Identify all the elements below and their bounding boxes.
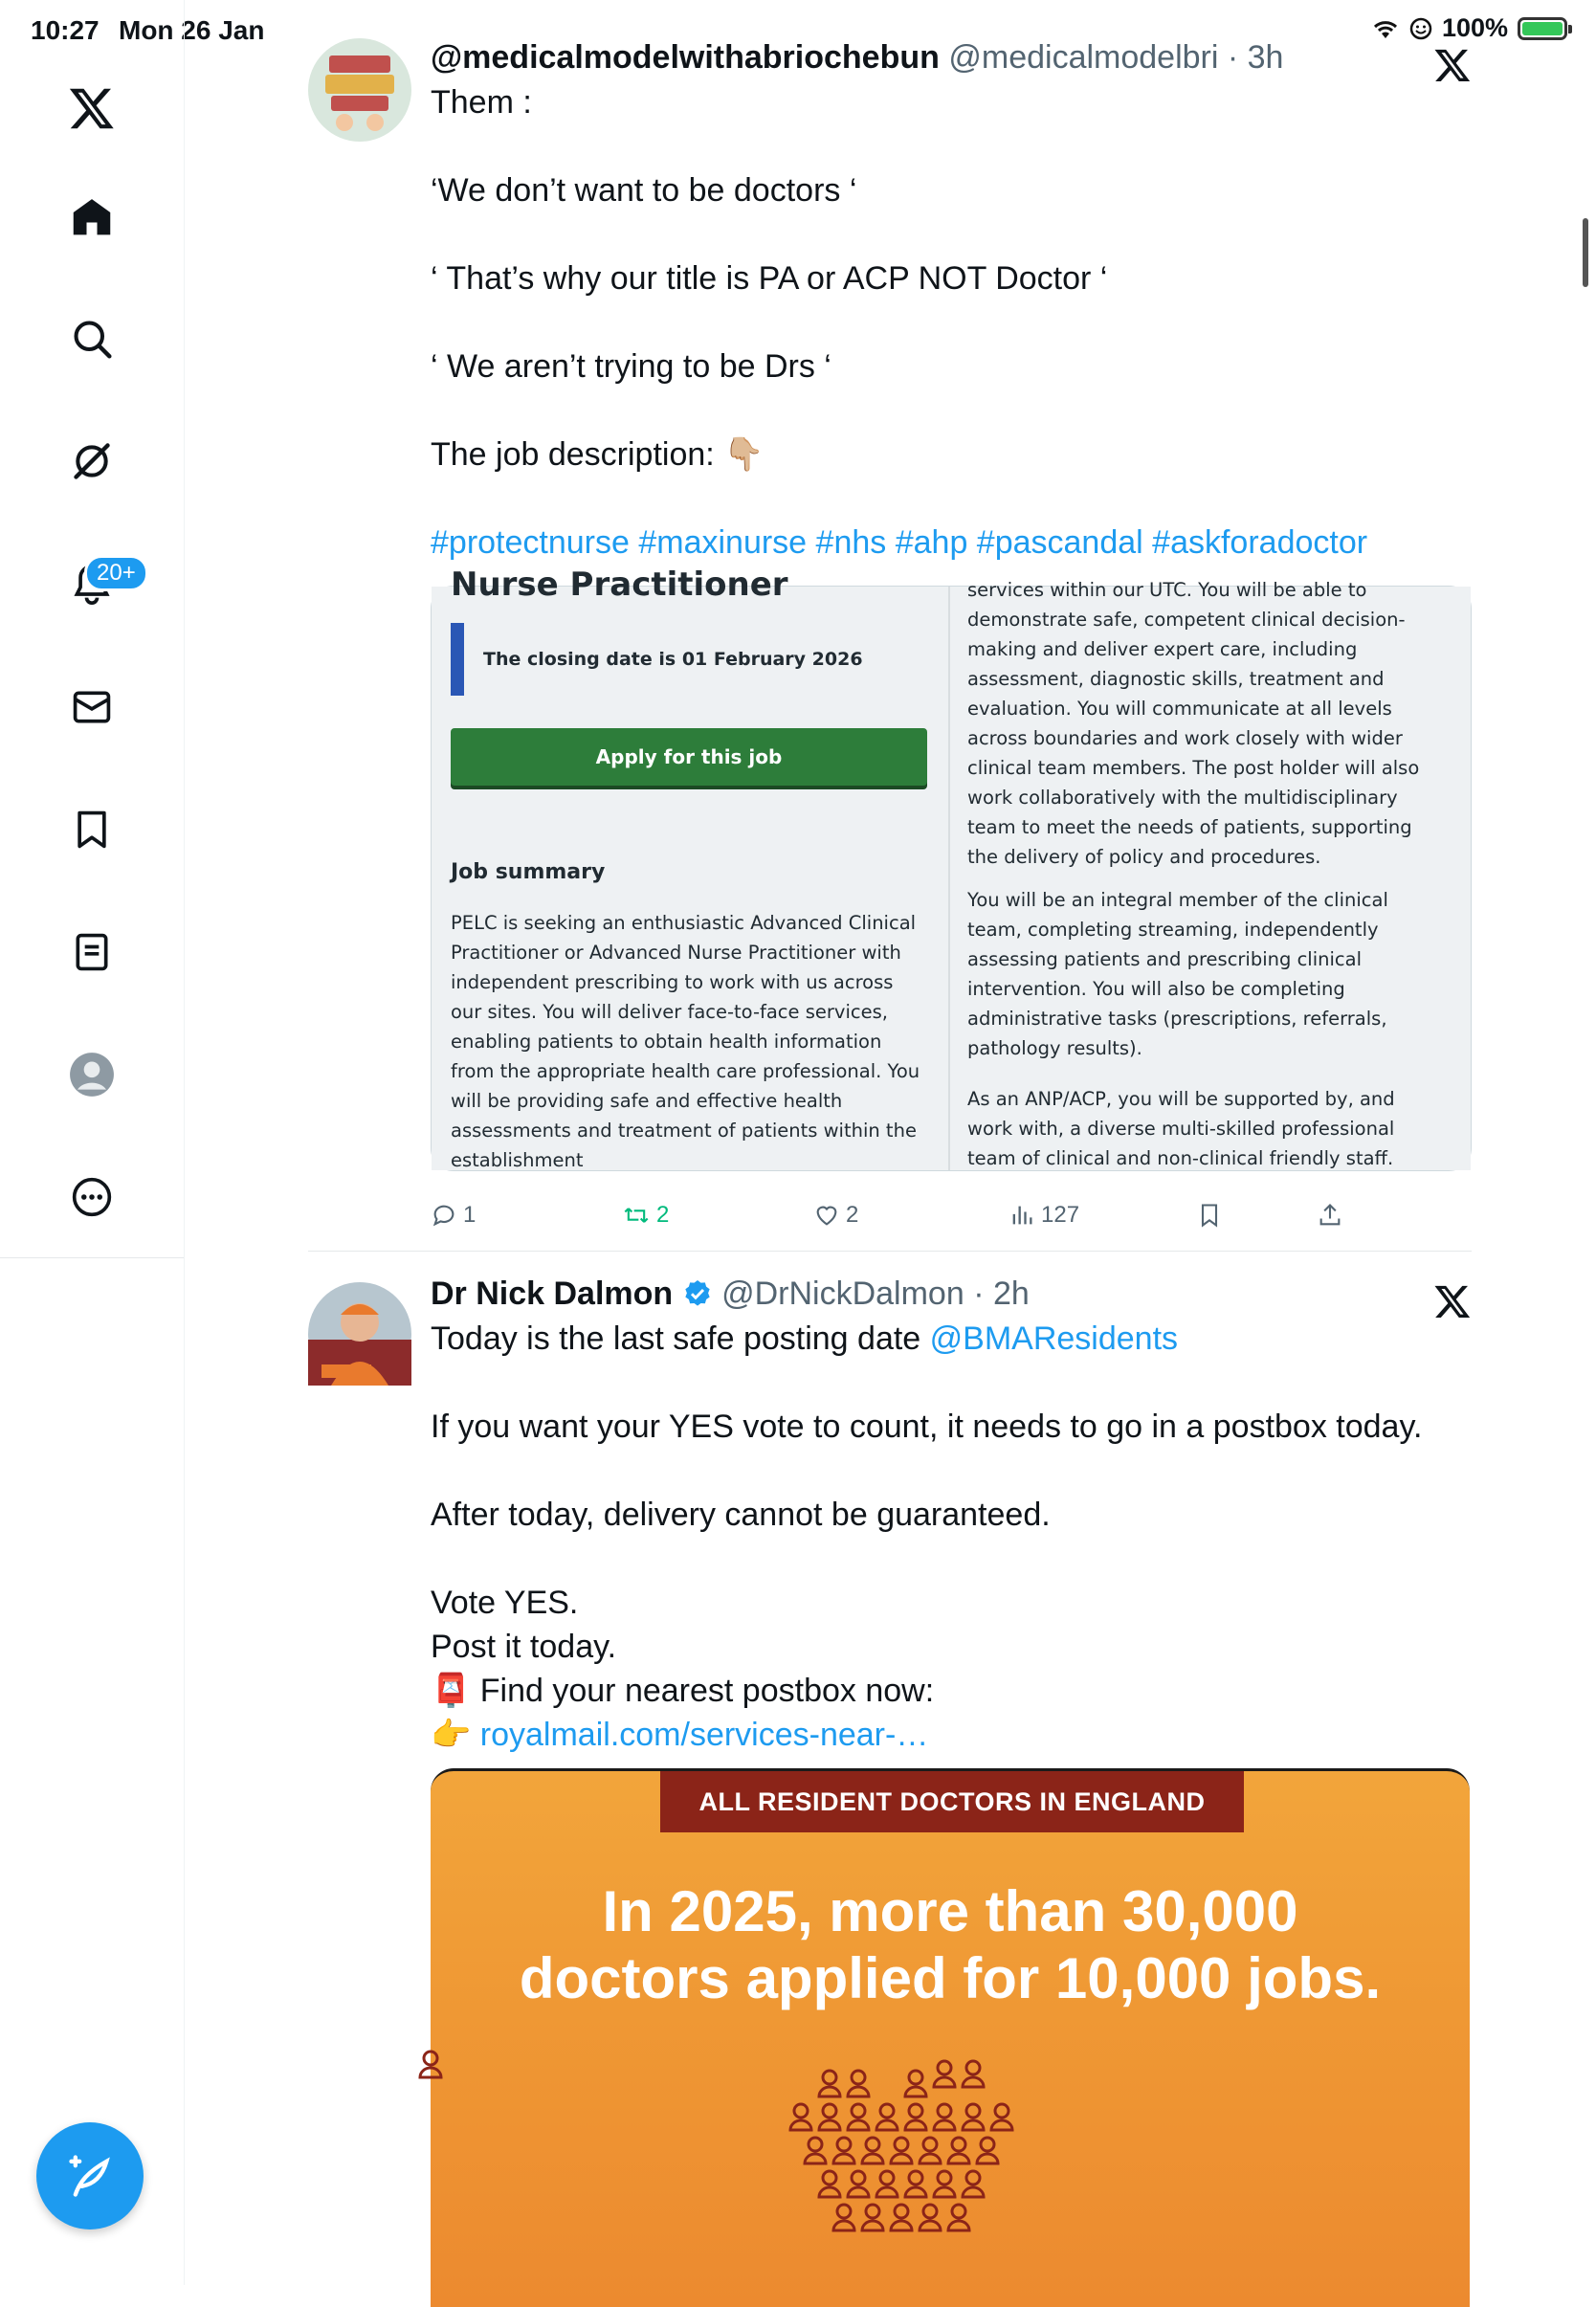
sidebar-divider xyxy=(0,1257,184,1258)
battery-percent: 100% xyxy=(1441,13,1508,42)
author-name[interactable]: @medicalmodelwithabriochebun xyxy=(431,39,940,76)
avatar[interactable] xyxy=(308,1282,411,1386)
reply-count: 1 xyxy=(463,1202,477,1228)
scrollbar[interactable] xyxy=(1583,218,1588,287)
tweet-line: After today, delivery cannot be guaranteed. xyxy=(431,1497,1051,1533)
avatar[interactable] xyxy=(308,38,411,142)
more-icon[interactable] xyxy=(62,1167,122,1227)
poster-headline-line: doctors applied for 10,000 jobs. xyxy=(519,1946,1382,2010)
job-summary-text: PELC is seeking an enthusiastic Advanced Clinical Practitioner or Advanced Nurse Practitioner with independent prescribing to work with us across our sites. You will deliver face-to-face services, enabling patients to obtain health information from the appropriate health care professional. You will be providing safe and effective health assessments and treatment of patients within the establishment xyxy=(451,912,920,1171)
view-count: 127 xyxy=(1041,1202,1080,1228)
x-logo-icon[interactable] xyxy=(1433,1282,1472,1320)
views-icon xyxy=(1009,1202,1035,1229)
repost-button[interactable] xyxy=(622,1202,669,1229)
heart-icon xyxy=(813,1202,840,1229)
tweet-line: 📮 Find your nearest postbox now: xyxy=(431,1673,935,1709)
closing-date: The closing date is 01 February 2026 xyxy=(451,623,920,696)
tweet-actions xyxy=(431,1202,1470,1240)
mention-link[interactable]: @BMAResidents xyxy=(929,1320,1179,1357)
compose-feather-icon xyxy=(65,2151,115,2201)
profile-icon[interactable] xyxy=(62,1045,122,1104)
job-doc-right xyxy=(950,579,1471,1170)
x-logo-icon[interactable] xyxy=(1433,46,1472,84)
bookmark-button[interactable] xyxy=(1196,1202,1223,1229)
pointing-emoji: 👉 xyxy=(431,1717,480,1753)
battery-icon xyxy=(1518,17,1567,40)
bookmark-icon xyxy=(1196,1202,1223,1229)
tweet-line: If you want your YES vote to count, it needs to go in a postbox today. xyxy=(431,1409,1423,1445)
status-time: 10:27 xyxy=(31,15,100,45)
job-para: You will be an integral member of the clinical team, completing streaming, independently assessing patients and prescribing clinical intervention. You will also be completing administrative tasks (prescriptions, referrals, pathology results). xyxy=(967,889,1388,1059)
poster-headline-line: In 2025, more than 30,000 xyxy=(602,1879,1298,1943)
grok-icon[interactable] xyxy=(62,432,122,491)
external-link[interactable]: royalmail.com/services-near-… xyxy=(479,1717,929,1753)
poster-banner: ALL RESIDENT DOCTORS IN ENGLAND xyxy=(660,1771,1244,1832)
compose-button[interactable] xyxy=(36,2122,144,2229)
sidebar xyxy=(0,0,185,2285)
tweet-line: The job description: 👇🏼 xyxy=(431,436,765,473)
tweet-header: @medicalmodelwithabriochebun @medicalmodelbri · 3h xyxy=(431,39,1284,76)
tweet-card[interactable] xyxy=(308,36,1472,1242)
views-button[interactable] xyxy=(1009,1202,1079,1229)
tweet-card[interactable] xyxy=(308,1273,1472,2287)
like-button[interactable] xyxy=(813,1202,858,1229)
tweet-time[interactable]: 3h xyxy=(1247,39,1284,76)
lists-icon[interactable] xyxy=(62,922,122,982)
reply-button[interactable] xyxy=(431,1202,476,1229)
messages-icon[interactable] xyxy=(62,677,122,737)
tweet-text xyxy=(431,1317,1472,1757)
reply-icon xyxy=(431,1202,457,1229)
like-count: 2 xyxy=(846,1202,859,1228)
tweet-text xyxy=(431,80,1472,565)
job-summary-heading: Job summary xyxy=(451,860,606,884)
job-doc-left xyxy=(432,566,950,1171)
apply-button: Apply for this job xyxy=(451,728,927,786)
job-para: As an ANP/ACP, you will be supported by, and work with, a diverse multi-skilled professional team of clinical and non-clinical friendly staff. xyxy=(967,1088,1395,1169)
x-logo-icon[interactable] xyxy=(62,78,122,138)
home-icon[interactable] xyxy=(62,188,122,247)
tweet-header: Dr Nick Dalmon @DrNickDalmon · 2h xyxy=(431,1276,1030,1312)
bookmarks-icon[interactable] xyxy=(62,800,122,859)
tweet-line: ‘ We aren’t trying to be Drs ‘ xyxy=(431,348,831,385)
job-title: Nurse Practitioner xyxy=(451,566,788,604)
people-crowd-icon xyxy=(431,2058,1470,2307)
verified-badge-icon xyxy=(682,1278,713,1309)
author-handle[interactable]: @medicalmodelbri xyxy=(948,39,1219,76)
tweet-time[interactable]: 2h xyxy=(992,1276,1030,1312)
share-button[interactable] xyxy=(1317,1202,1343,1229)
author-handle[interactable]: @DrNickDalmon xyxy=(721,1276,964,1312)
repost-icon xyxy=(622,1202,651,1229)
repost-count: 2 xyxy=(656,1202,670,1228)
tweet-line: Them : xyxy=(431,84,532,121)
tweet-line: Vote YES. xyxy=(431,1585,579,1621)
tweet-line: ‘We don’t want to be doctors ‘ xyxy=(431,172,857,209)
tweet-image-job-description[interactable] xyxy=(431,566,1472,1171)
job-para: services within our UTC. You will be able to demonstrate safe, competent clinical decision-making and deliver expert care, including assessment, diagnostic skills, treatment and evaluation. You will communicate at all levels across boundaries and work closely with wider clinical team members. The post holder will also work collaboratively with the multidisciplinary team to meet the needs of patients, supporting the delivery of policy and procedures. xyxy=(967,579,1420,868)
tweet-divider xyxy=(308,1251,1472,1252)
tweet-line: ‘ That’s why our title is PA or ACP NOT Doctor ‘ xyxy=(431,260,1108,297)
tweet-line: Today is the last safe posting date xyxy=(431,1320,930,1357)
tweet-image-poster[interactable] xyxy=(431,1768,1470,2307)
search-icon[interactable] xyxy=(62,309,122,368)
author-name[interactable]: Dr Nick Dalmon xyxy=(431,1276,674,1312)
tweet-line: Post it today. xyxy=(431,1629,617,1665)
status-date: Mon 26 Jan xyxy=(119,15,265,45)
hashtags[interactable]: #protectnurse #maxinurse #nhs #ahp #pascandal #askforadoctor xyxy=(431,524,1368,561)
poster-headline xyxy=(431,1878,1470,2012)
share-icon xyxy=(1317,1202,1343,1229)
notification-badge: 20+ xyxy=(84,555,148,591)
